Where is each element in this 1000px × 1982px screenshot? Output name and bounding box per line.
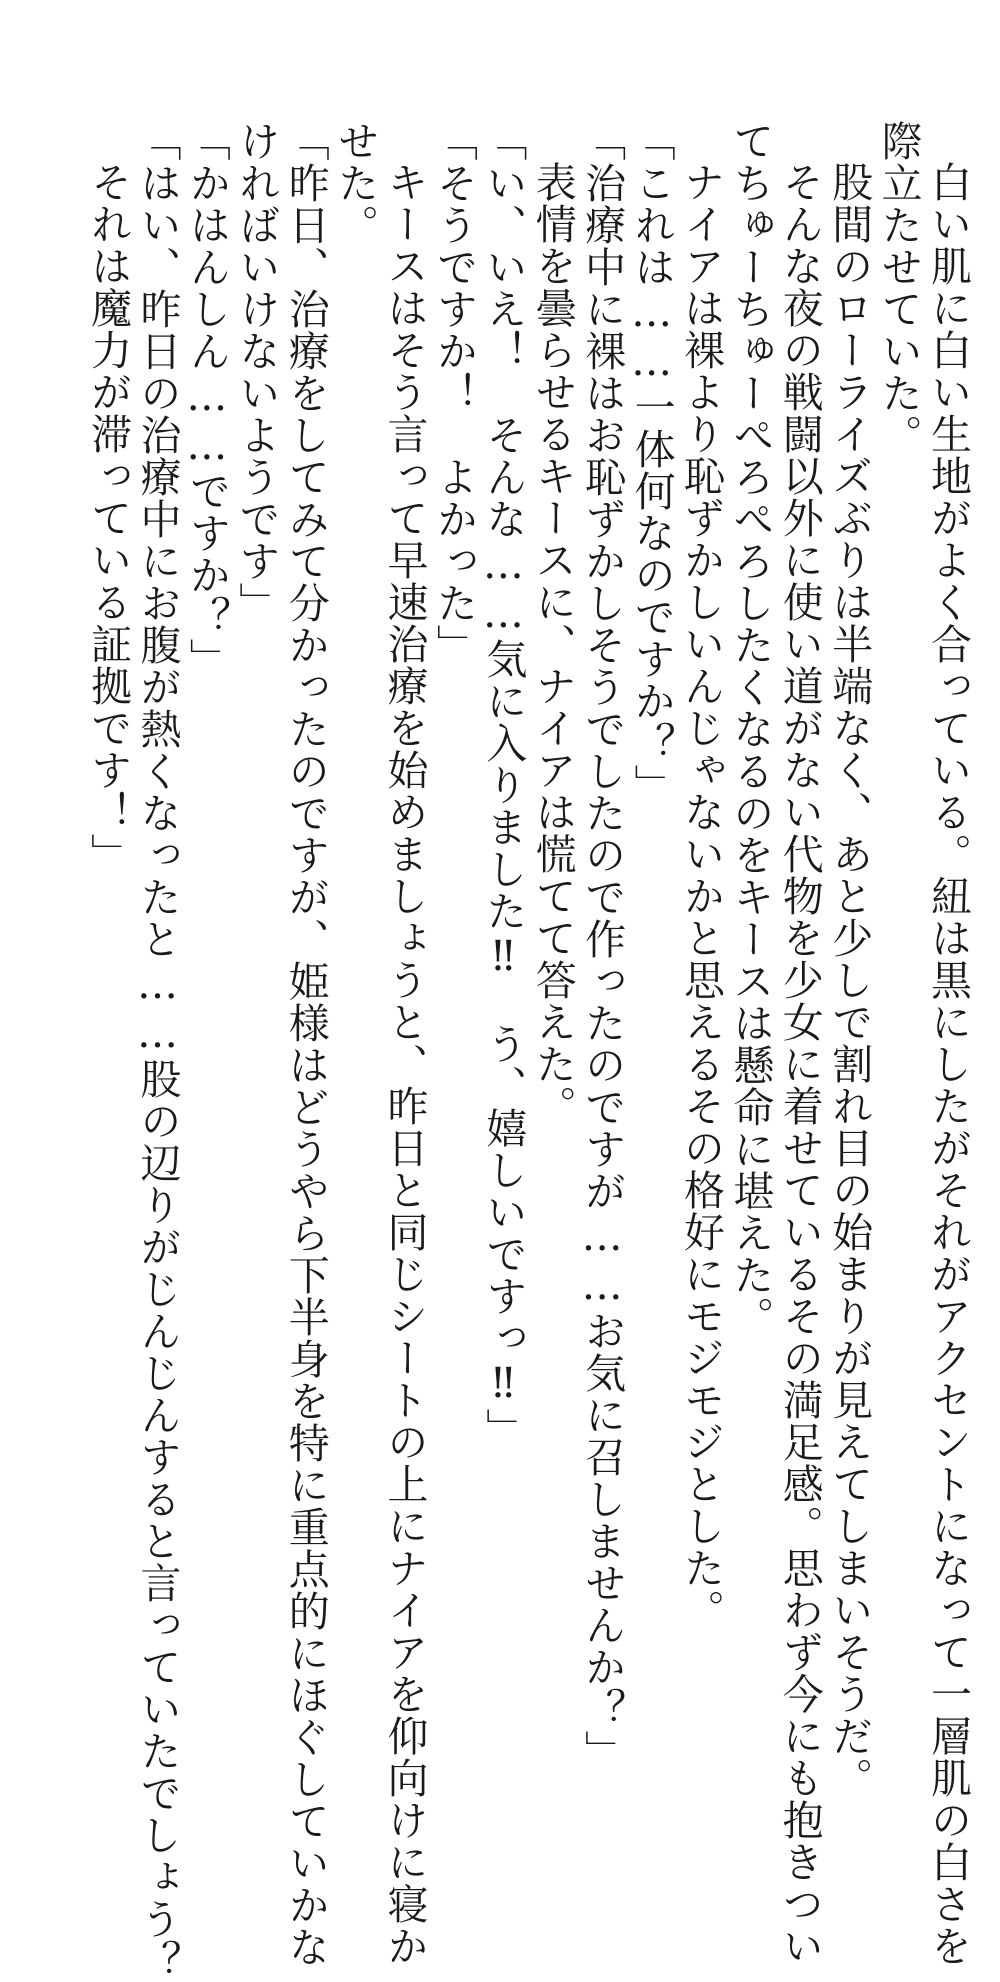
text-line: 白い肌に白い生地がよく合っている。紐は黒にしたがそれがアクセントになって一層肌の白さを [924, 161, 972, 1967]
text-line: そんな夜の戦闘以外に使い道がない代物を少女に着せているその満足感。思わず今にも抱きつい [775, 161, 824, 1967]
text-line: 表情を曇らせるキースに、ナイアは慌てて答えた。 [528, 161, 577, 1127]
text-line: 股間のローライズぶりは半端なく、あと少しで割れ目の始まりが見えてしまいそうだ。 [825, 161, 874, 1799]
text-line: ナイアは裸より恥ずかしいんじゃないかと思えるその格好にモジモジとした。 [676, 161, 725, 1631]
text-line: せた。 [331, 120, 380, 246]
text-line: 「かはんしん……ですか？」 [182, 120, 231, 680]
text-line: 「昨日、治療をしてみて分かったのですが、姫様はどうやら下半身を特に重点的にほぐしていかな [281, 120, 330, 1968]
text-line: 「そうですか！ よかった」 [429, 120, 478, 666]
text-line: それは魔力が滞っている証拠です！」 [84, 161, 133, 875]
text-line: 「い、いえ！ そんな……気に入りました‼ う、嬉しいですっ‼」 [479, 120, 528, 1450]
text-line: 際立たせていた。 [874, 120, 923, 456]
text-line: 「これは……一体何なのですか？」 [627, 120, 676, 806]
text-line: 「治療中に裸はお恥ずかしそうでしたので作ったのですが……お気に召しませんか？」 [578, 120, 627, 1772]
text-line: てちゅーちゅーぺろぺろしたくなるのをキースは懸命に堪えた。 [726, 120, 775, 1338]
text-line: 「はい、昨日の治療中にお腹が熱くなったと……股の辺りがじんじんすると言っていたでしょう？ [133, 120, 182, 1982]
text-line: キースはそう言って早速治療を始めましょうと、昨日と同じシートの上にナイアを仰向けに寝か [380, 161, 429, 1967]
vertical-text-body [83, 120, 972, 1982]
text-line: ければいけないようです」 [232, 120, 281, 624]
